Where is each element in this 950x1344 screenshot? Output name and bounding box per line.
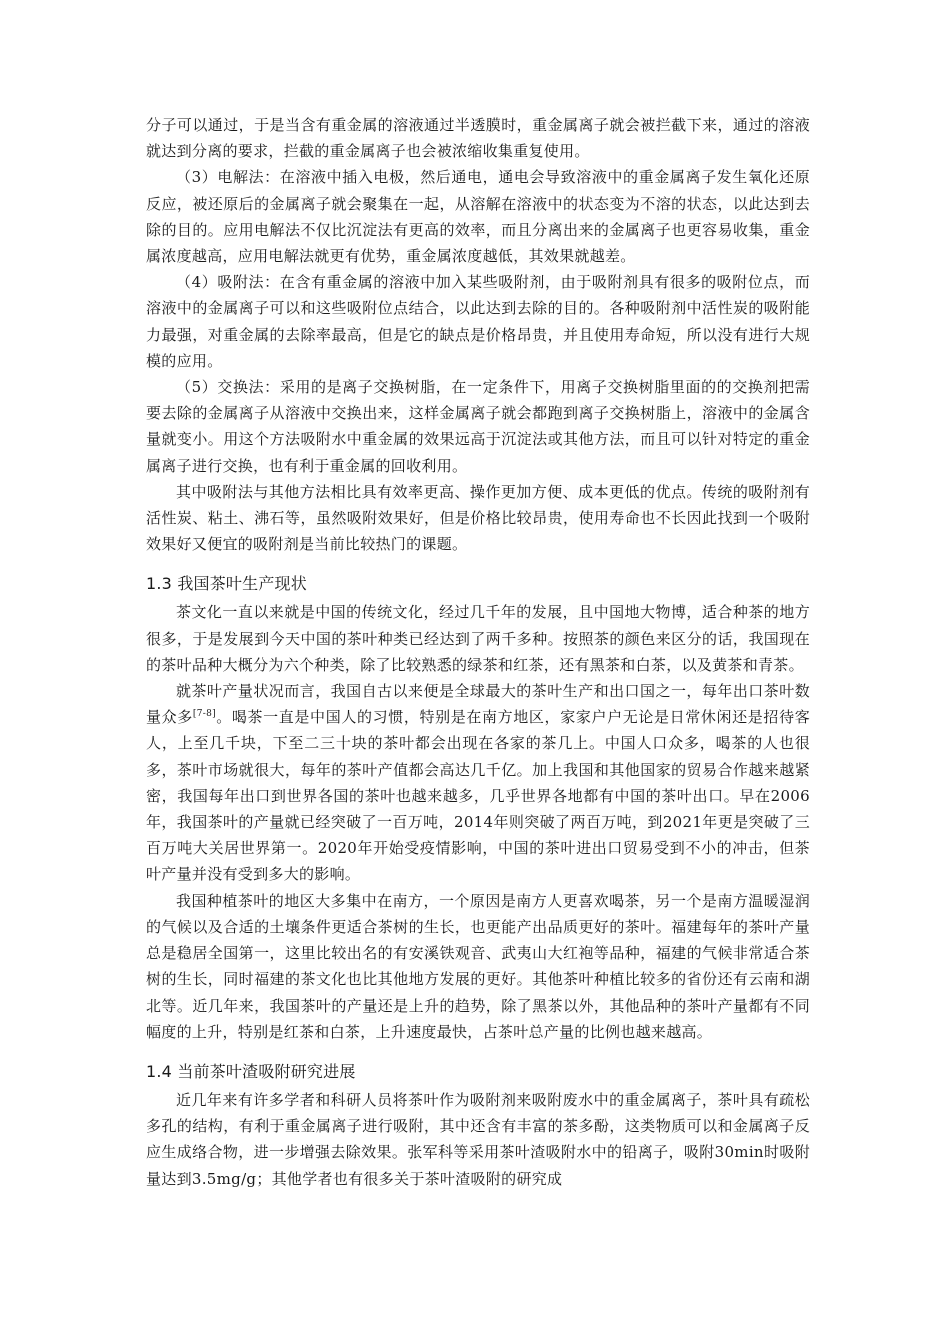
citation-reference: [7-8]: [192, 709, 216, 720]
paragraph-methods-summary: 其中吸附法与其他方法相比具有效率更高、操作更加方便、成本更低的优点。传统的吸附剂有活性炭、粘土、沸石等，虽然吸附效果好，但是价格比较昂贵，使用寿命也不长因此找到一个吸附效果好又便宜的吸附剂是当前比较热门的课题。: [146, 482, 810, 554]
paragraph-membrane-continued: 分子可以通过，于是当含有重金属的溶液通过半透膜时，重金属离子就会被拦截下来，通过的溶液就达到分离的要求，拦截的重金属离子也会被浓缩收集重复使用。: [146, 116, 810, 161]
section-heading-1-3: 1.3 我国茶叶生产现状: [146, 574, 307, 594]
paragraph-tea-residue-research: 近几年来有许多学者和科研人员将茶叶作为吸附剂来吸附废水中的重金属离子，茶叶具有疏松多孔的结构，有利于重金属离子进行吸附，其中还含有丰富的茶多酚，这类物质可以和金属离子反应生成络合物，进一步增强去除效果。张军科等采用茶叶渣吸附水中的铅离子，吸附30min时吸附量达到3.5mg/g；其他学者也有很多关于茶叶渣吸附的研究成: [146, 1090, 810, 1188]
paragraph-ion-exchange-method: （5）交换法：采用的是离子交换树脂，在一定条件下，用离子交换树脂里面的的交换剂把需要去除的金属离子从溶液中交换出来，这样金属离子就会都跑到离子交换树脂上，溶液中的金属含量就变小。用这个方法吸附水中重金属的效果远高于沉淀法或其他方法，而且可以针对特定的重金属离子进行交换，也有利于重金属的回收利用。: [146, 378, 810, 475]
paragraph-electrolysis-method: （3）电解法：在溶液中插入电极，然后通电，通电会导致溶液中的重金属离子发生氧化还原反应，被还原后的金属离子就会聚集在一起，从溶解在溶液中的状态变为不溶的状态，以此达到去除的目的。应用电解法不仅比沉淀法有更高的效率，而且分离出来的金属离子也更容易收集，重金属浓度越高，应用电解法就更有优势，重金属浓度越低，其效果就越差。: [146, 168, 810, 266]
paragraph-tea-culture: 茶文化一直以来就是中国的传统文化，经过几千年的发展，且中国地大物博，适合种茶的地方很多，于是发展到今天中国的茶叶种类已经达到了两千多种。按照茶的颜色来区分的话，我国现在的茶叶品种大概分为六个种类，除了比较熟悉的绿茶和红茶，还有黑茶和白茶，以及黄茶和青茶。: [146, 603, 810, 674]
paragraph-tea-regions: 我国种植茶叶的地区大多集中在南方，一个原因是南方人更喜欢喝茶，另一个是南方温暖湿润的气候以及合适的土壤条件更适合茶树的生长，也更能产出品质更好的茶叶。福建每年的茶叶产量总是稳居全国第一，这里比较出名的有安溪铁观音、武夷山大红袍等品种，福建的气候非常适合茶树的生长，同时福建的茶文化也比其他地方发展的更好。其他茶叶种植比较多的省份还有云南和湖北等。近几年来，我国茶叶的产量还是上升的趋势，除了黑茶以外，其他品种的茶叶产量都有不同幅度的上升，特别是红茶和白茶，上升速度最快，占茶叶总产量的比例也越来越高。: [146, 891, 810, 1041]
page-body: [146, 112, 810, 1192]
paragraph-text: 就茶叶产量状况而言，我国自古以来便是全球最大的茶叶生产和出口国之一，每年出口茶叶数量众多: [146, 682, 810, 727]
paragraph-text: 。喝茶一直是中国人的习惯，特别是在南方地区，家家户户无论是日常休闲还是招待客人，上至几千块，下至二三十块的茶叶都会出现在各家的茶几上。中国人口众多，喝茶的人也很多，茶叶市场就很大，每年的茶叶产值都会高达几千亿。加上我国和其他国家的贸易合作越来越紧密，我国每年出口到世界各国的茶叶也越来越多，几乎世界各地都有中国的茶叶出口。早在2006年，我国茶叶的产量就已经突破了一百万吨，2014年则突破了两百万吨，到2021年更是突破了三百万吨大关居世界第一。2020年开始受疫情影响，中国的茶叶进出口贸易受到不小的冲击，但茶叶产量并没有受到多大的影响。: [146, 708, 810, 884]
section-heading-1-4: 1.4 当前茶叶渣吸附研究进展: [146, 1061, 356, 1081]
paragraph-adsorption-method: （4）吸附法：在含有重金属的溶液中加入某些吸附剂，由于吸附剂具有很多的吸附位点，而溶液中的金属离子可以和这些吸附位点结合，以此达到去除的目的。各种吸附剂中活性炭的吸附能力最强，对重金属的去除率最高，但是它的缺点是价格昂贵，并且使用寿命短，所以没有进行大规模的应用。: [146, 273, 810, 370]
paragraph-tea-production: [146, 678, 810, 888]
